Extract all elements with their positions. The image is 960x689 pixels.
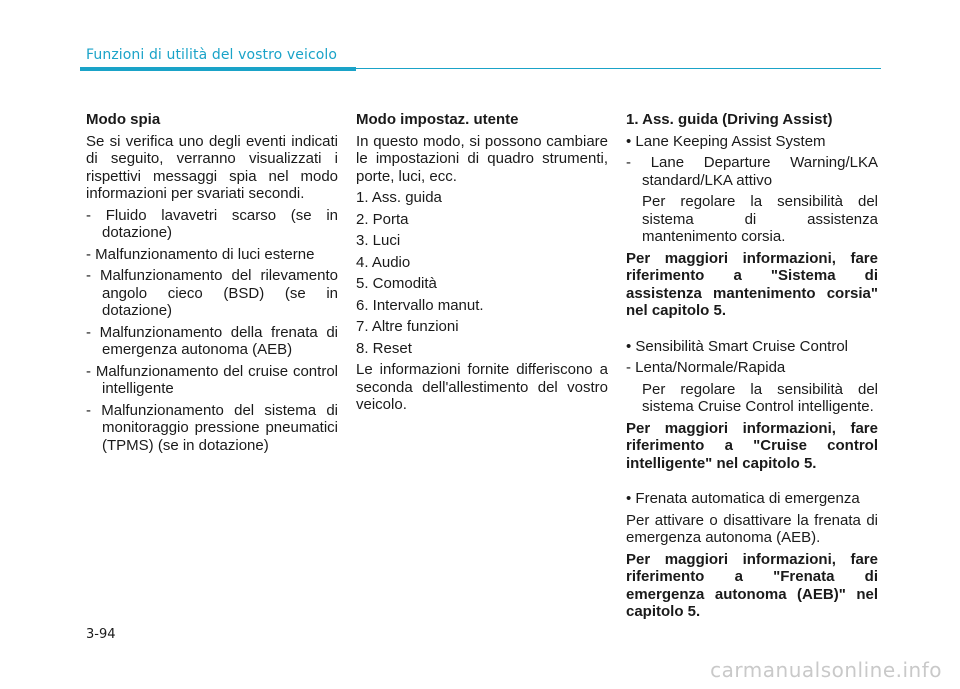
list-item: - Fluido lavavetri scarso (se in dotazione) <box>86 206 338 241</box>
header-rule <box>356 68 881 69</box>
user-settings-intro: In questo modo, si possono cambiare le impostazioni di quadro strumenti, porte, luci, ecc. <box>356 132 608 185</box>
bullet-emergency-braking: • Frenata automatica di emergenza <box>626 490 860 507</box>
aeb-description: Per attivare o disattivare la frenata di emergenza autonoma (AEB). <box>626 511 878 546</box>
menu-item: 7. Altre funzioni <box>356 318 459 335</box>
scc-description: Per regolare la sensibilità del sistema Cruise Control intelligente. <box>642 380 878 415</box>
list-item: - Malfunzionamento della frenata di emergenza autonoma (AEB) <box>86 323 338 358</box>
list-item: - Malfunzionamento di luci esterne <box>86 245 315 263</box>
scc-option: - Lenta/Normale/Rapida <box>626 359 786 376</box>
menu-item: 1. Ass. guida <box>356 189 442 206</box>
column-user-settings <box>356 111 608 418</box>
list-item: - Malfunzionamento del cruise control intelligente <box>86 362 338 397</box>
list-item: - Malfunzionamento del sistema di monitoraggio pressione pneumatici (TPMS) (se in dotazione) <box>86 401 338 454</box>
menu-item: 8. Reset <box>356 339 412 357</box>
bullet-smart-cruise: • Sensibilità Smart Cruise Control <box>626 337 848 355</box>
heading-user-settings: Modo impostaz. utente <box>356 111 519 128</box>
menu-item: 5. Comodità <box>356 275 437 292</box>
lka-description: Per regolare la sensibilità del sistema di assistenza mantenimento corsia. <box>642 193 878 245</box>
list-item: - Malfunzionamento del rilevamento angolo cieco (BSD) (se in dotazione) <box>86 267 338 319</box>
heading-warning-mode: Modo spia <box>86 111 161 128</box>
lka-reference: Per maggiori informazioni, fare riferimento a "Sistema di assistenza mantenimento corsia" nel capitolo 5. <box>626 249 878 319</box>
bullet-lane-keeping: • Lane Keeping Assist System <box>626 132 826 150</box>
watermark: carmanualsonline.info <box>710 658 942 682</box>
scc-reference: Per maggiori informazioni, fare riferimento a "Cruise control intelligente" nel capitolo 5. <box>626 419 878 472</box>
menu-item: 2. Porta <box>356 210 409 228</box>
header-accent-bar <box>80 67 356 71</box>
menu-item: 3. Luci <box>356 232 401 249</box>
heading-driving-assist: 1. Ass. guida (Driving Assist) <box>626 111 833 128</box>
menu-item: 4. Audio <box>356 253 411 271</box>
lka-option: - Lane Departure Warning/LKA standard/LKA attivo <box>626 154 878 189</box>
menu-item: 6. Intervallo manut. <box>356 296 484 314</box>
user-settings-note: Le informazioni fornite differiscono a seconda dell'allestimento del vostro veicolo. <box>356 361 608 413</box>
column-warning-mode <box>86 111 338 458</box>
aeb-reference: Per maggiori informazioni, fare riferimento a "Frenata di emergenza autonoma (AEB)" nel capitolo 5. <box>626 550 878 620</box>
warning-mode-intro: Se si verifica uno degli eventi indicati di seguito, verranno visualizzati i rispettivi messaggi spia nel modo informazioni per svariati secondi. <box>86 132 338 202</box>
column-driving-assist <box>626 111 878 625</box>
section-title: Funzioni di utilità del vostro veicolo <box>86 47 338 63</box>
page-number: 3-94 <box>86 627 116 642</box>
